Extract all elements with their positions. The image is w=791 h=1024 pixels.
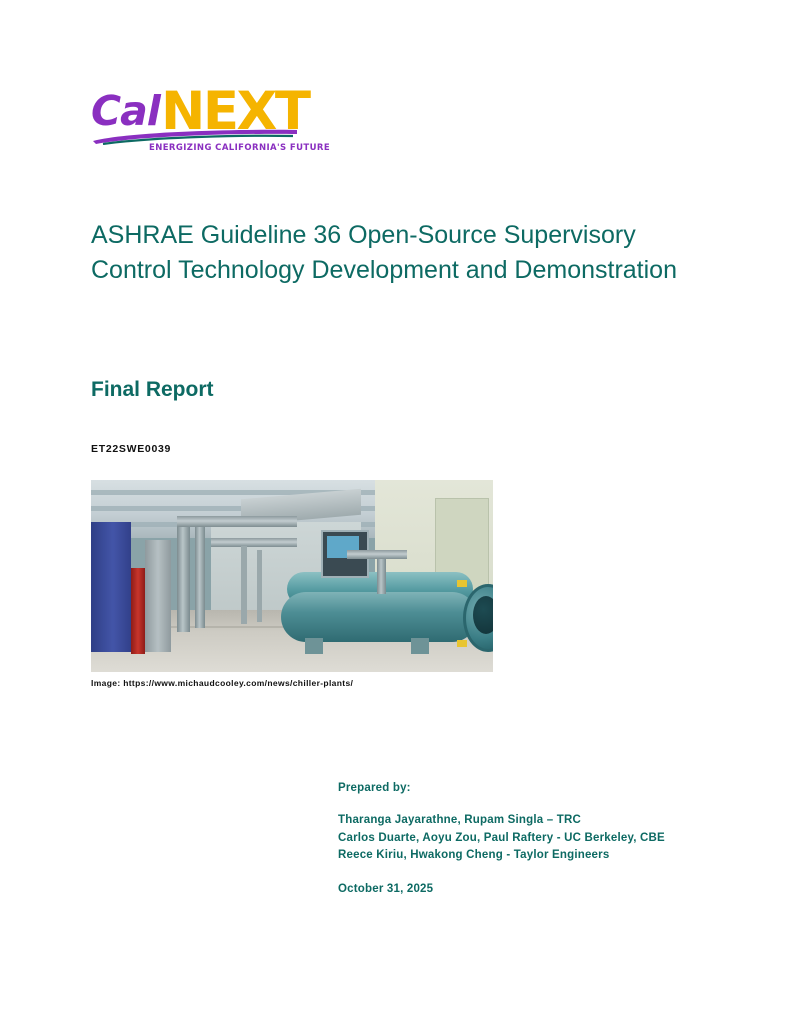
author-line-2: Carlos Duarte, Aoyu Zou, Paul Raftery - UC Berkeley, CBE	[338, 831, 665, 844]
figure-caption: Image: https://www.michaudcooley.com/news/chiller-plants/	[91, 678, 354, 688]
project-code: ET22SWE0039	[91, 443, 172, 455]
publication-date: October 31, 2025	[338, 883, 434, 896]
page-title: ASHRAE Guideline 36 Open-Source Supervisory Control Technology Development and Demonstration	[91, 221, 677, 284]
chiller-plant-image	[91, 480, 493, 672]
prepared-by-label: Prepared by:	[338, 782, 411, 794]
page-subtitle: Final Report	[91, 378, 214, 401]
logo-text-cal: Cal	[91, 87, 160, 135]
author-line-1: Tharanga Jayarathne, Rupam Singla – TRC	[338, 813, 581, 826]
calnext-logo	[91, 81, 331, 160]
prepared-by-block	[338, 780, 718, 899]
logo-text-next: NEXT	[161, 81, 309, 142]
author-line-3: Reece Kiriu, Hwakong Cheng - Taylor Engineers	[338, 849, 610, 862]
logo-tagline: ENERGIZING CALIFORNIA'S FUTURE	[149, 143, 331, 153]
